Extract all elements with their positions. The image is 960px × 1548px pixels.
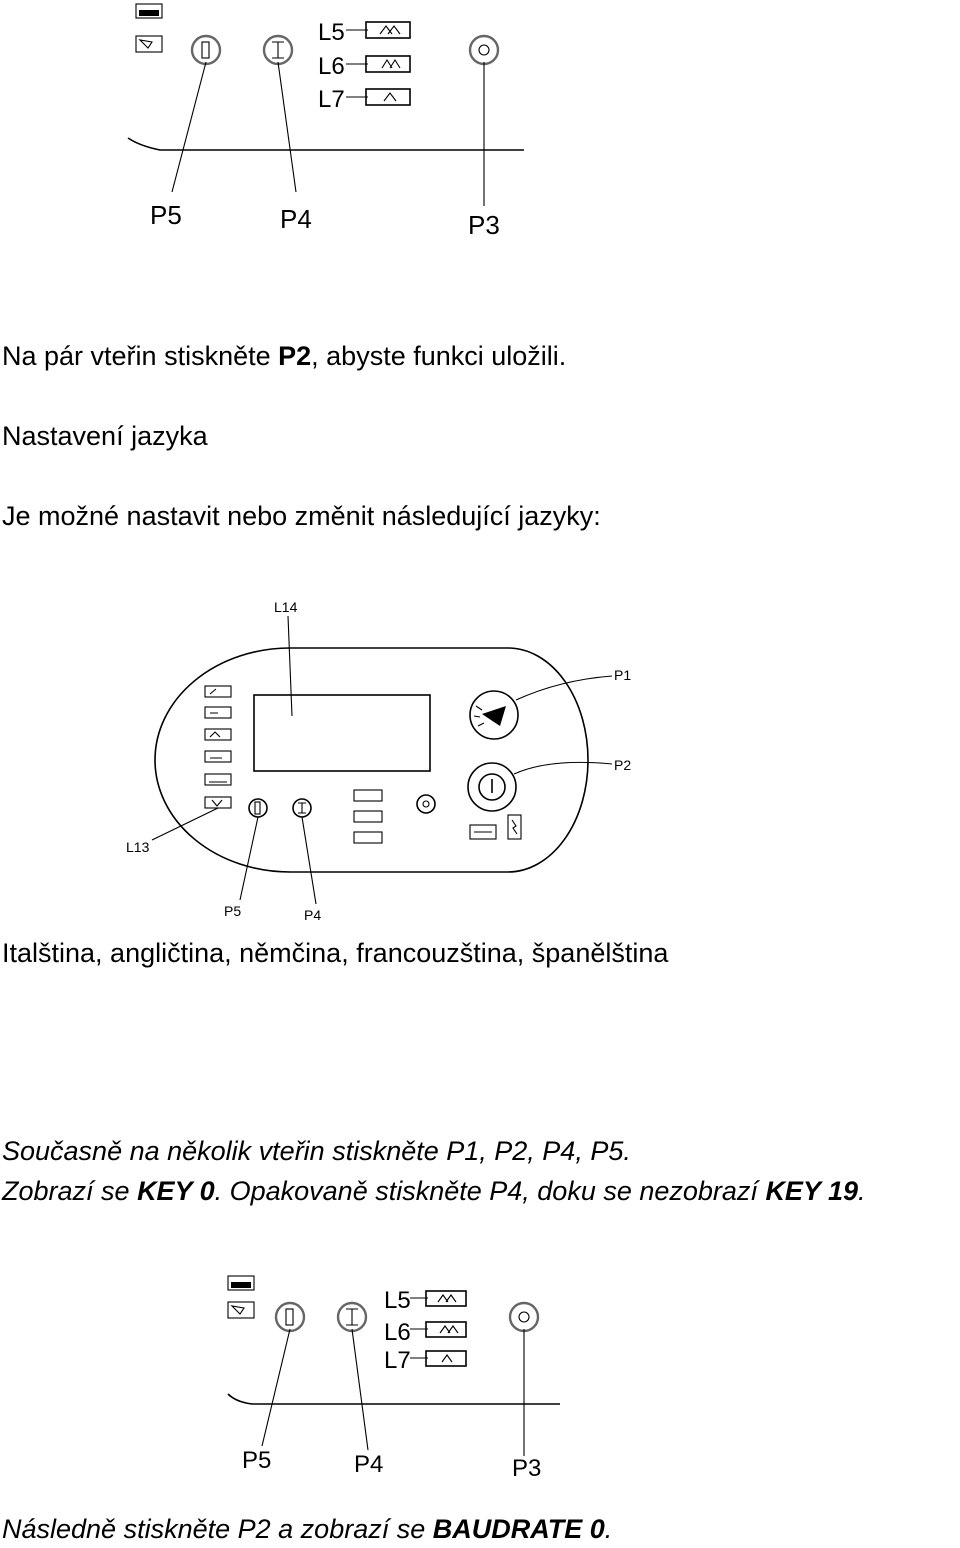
label-l5-bottom: L5 [384, 1287, 411, 1314]
label-p4: P4 [280, 204, 312, 234]
label-p2: P2 [614, 757, 632, 773]
led-l7 [366, 89, 410, 105]
step-1: Současně na několik vteřin stiskněte P1, P2, P4, P5. [2, 1136, 631, 1166]
label-l7-bottom: L7 [384, 1347, 411, 1374]
label-panel-p4: P4 [304, 907, 322, 923]
label-p3: P3 [468, 210, 500, 240]
label-p5: P5 [150, 200, 182, 230]
led-l6 [366, 56, 410, 72]
languages-list: Italština, angličtina, němčina, francouzština, španělština [2, 938, 669, 968]
panel-button-p3[interactable] [417, 795, 435, 813]
label-l13: L13 [126, 839, 150, 855]
indicator-column [205, 686, 231, 808]
label-p5-bottom: P5 [242, 1447, 272, 1474]
intro-text: Je možné nastavit nebo změnit následující jazyky: [2, 501, 601, 531]
label-l7: L7 [318, 86, 345, 113]
label-p4-bottom: P4 [354, 1451, 384, 1478]
label-l6-bottom: L6 [384, 1319, 411, 1346]
button-p3[interactable] [470, 36, 498, 64]
final-instruction: Následně stiskněte P2 a zobrazí se BAUDRATE 0. [2, 1514, 613, 1544]
panel-outline [155, 648, 588, 872]
step-2: Zobrazí se KEY 0. Opakovaně stiskněte P4, doku se nezobrazí KEY 19. [2, 1176, 866, 1206]
control-panel-diagram [0, 590, 960, 930]
display-screen [254, 695, 430, 771]
label-p3-bottom: P3 [512, 1455, 542, 1482]
bell-icon [136, 36, 162, 52]
save-instruction: Na pár vteřin stiskněte P2, abyste funkci uložili. [2, 341, 567, 371]
button-p5[interactable] [192, 36, 220, 64]
label-l5: L5 [318, 19, 345, 46]
button-p3-bottom[interactable] [510, 1303, 538, 1331]
label-p1: P1 [614, 667, 632, 683]
led-l5 [366, 22, 410, 38]
label-panel-p5: P5 [224, 903, 242, 919]
label-l14: L14 [274, 599, 298, 615]
detail-diagram-top [0, 0, 960, 245]
button-p5-bottom[interactable] [276, 1303, 304, 1331]
detail-diagram-bottom [0, 1270, 960, 1500]
section-heading: Nastavení jazyka [2, 421, 208, 451]
label-l6: L6 [318, 53, 345, 80]
